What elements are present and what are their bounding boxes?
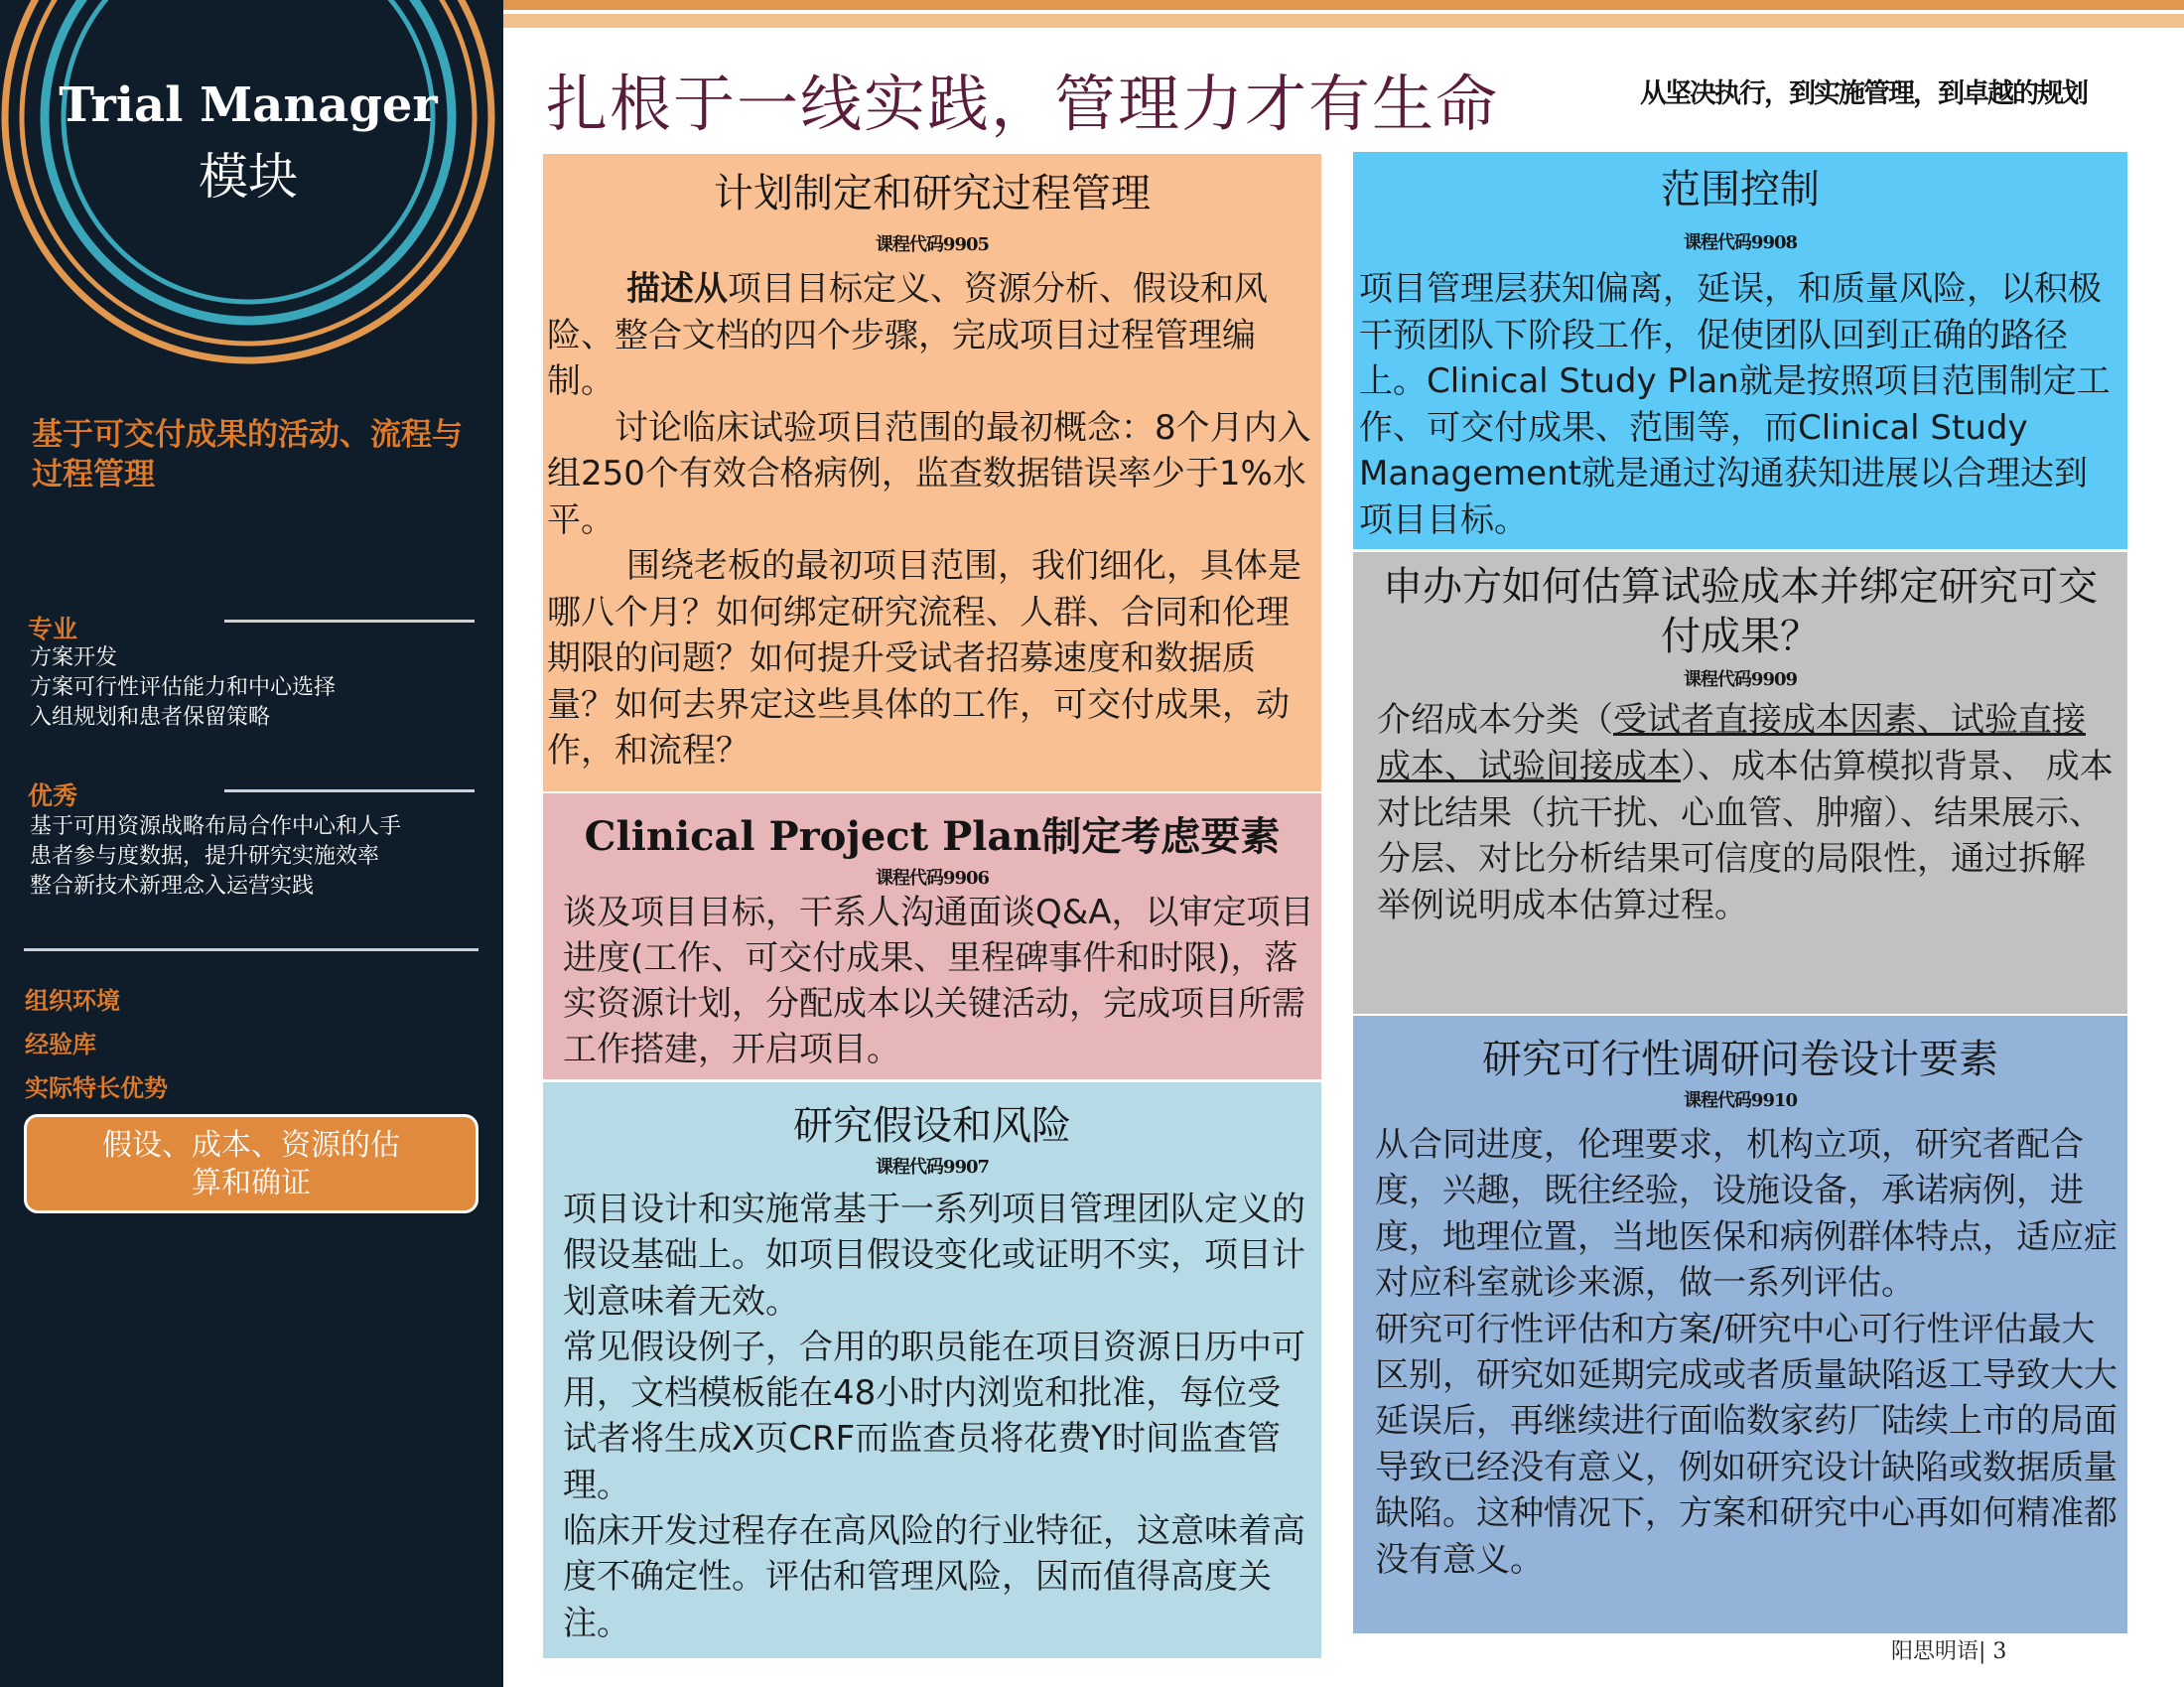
description-text: 临床开发过程存在高风险的行业特征，这意味着高度不确定性。评估和管理风险，因而值得高度关注。 bbox=[563, 1511, 1305, 1643]
list-item: 入组规划和患者保留策略 bbox=[30, 705, 271, 730]
sidebar-link-org-environment[interactable]: 组织环境 bbox=[25, 987, 120, 1015]
course-description: 项目管理层获知偏离，延误，和质量风险，以积极干预团队下阶段工作，促使团队回到正确的路径上。Clinical Study Plan就是按照项目范围制定工作、可交付成果、范围等，而Clinical Study Management就是通过沟通获知进展以合理达到项目目标。 bbox=[1359, 269, 2111, 540]
list-item: 方案可行性评估能力和中心选择 bbox=[30, 675, 337, 700]
expertise-list bbox=[30, 643, 486, 733]
course-description bbox=[1353, 691, 2127, 929]
top-accent-bar bbox=[503, 0, 2184, 10]
description-text: 研究可行性评估和方案/研究中心可行性评估最大区别，研究如延期完成或者质量缺陷返工导致大大延误后，再继续进行面临数家药厂陆续上市的局面导致已经没有意义，例如研究设计缺陷或数据质量缺陷。这种情况下，方案和研究中心再如何精准都没有意义。 bbox=[1375, 1309, 2117, 1580]
course-title: 计划制定和研究过程管理 bbox=[714, 171, 1151, 216]
list-item: 基于可用资源战略布局合作中心和人手 bbox=[30, 814, 402, 839]
course-title: 研究假设和风险 bbox=[793, 1103, 1071, 1149]
page-footer: 阳思明语| 3 bbox=[1891, 1639, 2007, 1664]
course-code: 课程代码9910 bbox=[1683, 1090, 1798, 1111]
section-label-expertise: 专业 bbox=[28, 615, 78, 643]
course-code: 课程代码9907 bbox=[875, 1157, 990, 1178]
course-title: 范围控制 bbox=[1661, 167, 1820, 212]
excellence-list bbox=[30, 812, 486, 902]
page-subtitle: 从坚决执行，到实施管理，到卓越的规划 bbox=[1640, 78, 2087, 109]
course-description bbox=[1353, 1112, 2127, 1583]
sidebar-link-practical-strengths[interactable]: 实际特长优势 bbox=[25, 1074, 168, 1102]
course-code: 课程代码9906 bbox=[875, 868, 990, 889]
course-description bbox=[543, 1179, 1321, 1646]
page-title: 扎根于一线实践，管理力才有生命 bbox=[546, 68, 1500, 140]
cost-categories-text: 受试者直接成本因素、试验直接成本、试验间接成本 bbox=[1377, 700, 2086, 786]
course-code: 课程代码9908 bbox=[1683, 232, 1798, 253]
sidebar-heading: 基于可交付成果的活动、流程与过程管理 bbox=[32, 417, 463, 492]
brand-subtitle: 模块 bbox=[199, 148, 298, 206]
section-divider bbox=[224, 620, 475, 623]
description-text: 常见假设例子，合用的职员能在项目资源日历中可用，文档模板能在48小时内浏览和批准，每位受试者将生成X页CRF而监查员将花费Y时间监查管理。 bbox=[563, 1327, 1305, 1505]
course-card-9908 bbox=[1353, 152, 2127, 549]
estimation-button[interactable]: 假设、成本、资源的估算和确证 bbox=[24, 1114, 478, 1213]
section-divider bbox=[224, 789, 475, 792]
course-card-9906 bbox=[543, 793, 1321, 1079]
course-title: 研究可行性调研问卷设计要素 bbox=[1482, 1037, 1998, 1082]
course-card-9905 bbox=[543, 154, 1321, 791]
description-text: ）、成本估算模拟背景、 成本对比结果（抗干扰、心血管、肿瘤）、结果展示、分层、对比分析结果可信度的局限性，通过拆解举例说明成本估算过程。 bbox=[1377, 746, 2114, 926]
sidebar-link-experience-library[interactable]: 经验库 bbox=[25, 1031, 96, 1058]
course-card-9907 bbox=[543, 1082, 1321, 1658]
description-lead: 描述从 bbox=[626, 269, 728, 309]
description-text: 从合同进度，伦理要求，机构立项，研究者配合度，兴趣，既往经验，设施设备，承诺病例，进度，地理位置，当地医保和病例群体特点，适应症对应科室就诊来源，做一系列评估。 bbox=[1375, 1125, 2117, 1304]
course-description: 谈及项目目标，干系人沟通面谈Q&A，以审定项目进度(工作、可交付成果、里程碑事件和时限)，落实资源计划，分配成本以关键活动，完成项目所需工作搭建，开启项目。 bbox=[563, 893, 1314, 1069]
list-item: 患者参与度数据，提升研究实施效率 bbox=[30, 844, 380, 869]
description-text: 介绍成本分类（ bbox=[1377, 700, 1613, 740]
description-text: 讨论临床试验项目范围的最初概念：8个月内入组250个有效合格病例，监查数据错误率少于1%水平。 bbox=[547, 407, 1311, 540]
description-text: 项目目标定义、资源分析、假设和风险、整合文档的四个步骤，完成项目过程管理编制。 bbox=[547, 269, 1268, 401]
course-description bbox=[543, 256, 1321, 774]
section-divider bbox=[24, 948, 478, 951]
course-card-9909 bbox=[1353, 552, 2127, 1014]
list-item: 整合新技术新理念入运营实践 bbox=[30, 874, 315, 899]
brand-title: Trial Manager bbox=[59, 77, 438, 133]
list-item: 方案开发 bbox=[30, 645, 118, 670]
course-code: 课程代码9909 bbox=[1683, 669, 1798, 690]
course-card-9910 bbox=[1353, 1016, 2127, 1633]
course-title: 申办方如何估算试验成本并绑定研究可交付成果？ bbox=[1383, 564, 2098, 659]
sidebar bbox=[0, 0, 503, 1687]
course-title: Clinical Project Plan制定考虑要素 bbox=[584, 813, 1281, 860]
course-code: 课程代码9905 bbox=[875, 234, 990, 255]
description-text: 项目设计和实施常基于一系列项目管理团队定义的假设基础上。如项目假设变化或证明不实，项目计划意味着无效。 bbox=[563, 1190, 1305, 1322]
description-text: 围绕老板的最初项目范围，我们细化，具体是哪八个月？如何绑定研究流程、人群、合同和伦理期限的问题？如何提升受试者招募速度和数据质量？如何去界定这些具体的工作，可交付成果，动作，和流程？ bbox=[547, 546, 1301, 771]
top-accent-bar-light bbox=[503, 14, 2184, 28]
section-label-excellence: 优秀 bbox=[28, 781, 78, 810]
